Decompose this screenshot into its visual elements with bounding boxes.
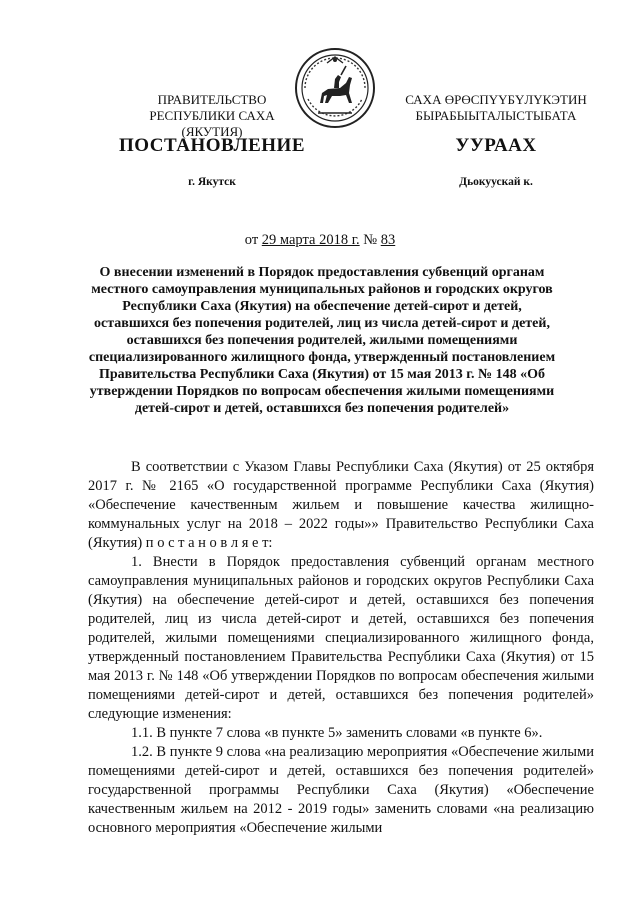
city-sah: Дьокуускай к. — [459, 176, 533, 188]
issuer-right-line2: БЫРАБЫЫТАЛЫСТЫБАТА — [415, 108, 577, 123]
paragraph-item-1: 1. Внести в Порядок предоставления субвенций органам местного самоуправления муниципальных районов и городских округов Республики Саха (Якутия) на обеспечение детей-сирот и детей, оставшихся без попечения родителей, лиц из числа детей-сирот и детей, оставшихся без попечения родителей, жилыми помещениями специализированного жилищного фонда, утвержденный постановлением Правительства Республики Саха (Якутия) от 15 мая 2013 г. № 148 «Об утверждении Порядков по вопросам обеспечения жилыми помещениями детей-сирот и детей, оставшихся без попечения родителей» следующие изменения: — [88, 554, 594, 722]
issuer-right — [398, 92, 594, 124]
number-prefix: от — [244, 232, 262, 248]
document-heading: О внесении изменений в Порядок предоставления субвенций органам местного самоуправления муниципальных районов и городских округов Республики Саха (Якутия) на обеспечение детей-сирот и детей, оставшихся без попечения родителей, лиц из числа детей-сирот и детей, оставшихся без попечения родителей, жилыми помещениями специализированного жилищного фонда, утвержденный постановлением Правительства Республики Саха (Якутия) от 15 мая 2013 г. № 148 «Об утверждении Порядков по вопросам обеспечения жилыми помещениями детей-сирот и детей, оставшихся без попечения родителей» — [88, 265, 556, 416]
city-ru: г. Якутск — [188, 176, 236, 188]
document-body — [88, 458, 594, 838]
document-type-ru: ПОСТАНОВЛЕНИЕ — [118, 135, 306, 156]
issuer-left-line1: ПРАВИТЕЛЬСТВО — [157, 92, 267, 107]
issuer-right-line1: САХА ӨРӨСПҮҮБҮЛҮКЭТИН — [405, 92, 587, 107]
document-type-sah: УУРААХ — [455, 135, 537, 156]
issuer-left-line2: РЕСПУБЛИКИ САХА (ЯКУТИЯ) — [149, 108, 275, 139]
paragraph-item-1-2: 1.2. В пункте 9 слова «на реализацию мероприятия «Обеспечение жилыми помещениями детей-сирот и детей, оставшихся без попечения родителей» государственной программы Республики Саха (Якутия) «Обеспечение качественным жильем на 2012 - 2019 годы» заменить словами «на реализацию основного мероприятия «Обеспечение жилыми — [88, 744, 594, 836]
issuer-left — [118, 92, 306, 140]
document-number: 83 — [380, 232, 396, 248]
paragraph-item-1-1: 1.1. В пункте 7 слова «в пункте 5» заменить словами «в пункте 6». — [131, 725, 543, 741]
document-number-line — [0, 232, 640, 249]
paragraph-preamble: В соответствии с Указом Главы Республики Саха (Якутия) от 25 октября 2017 г. № 2165 «О государственной программе Республики Саха (Якутия) «Обеспечение качественным жильем и повышение качества жилищно-коммунальных услуг на 2018 – 2022 годы»» Правительство Республики Саха (Якутия) п о с т а н о в л я е т: — [88, 459, 594, 551]
document-date: 29 марта 2018 г. — [261, 232, 360, 248]
number-sep: № — [359, 232, 381, 248]
coat-of-arms-seal-icon — [294, 47, 376, 129]
